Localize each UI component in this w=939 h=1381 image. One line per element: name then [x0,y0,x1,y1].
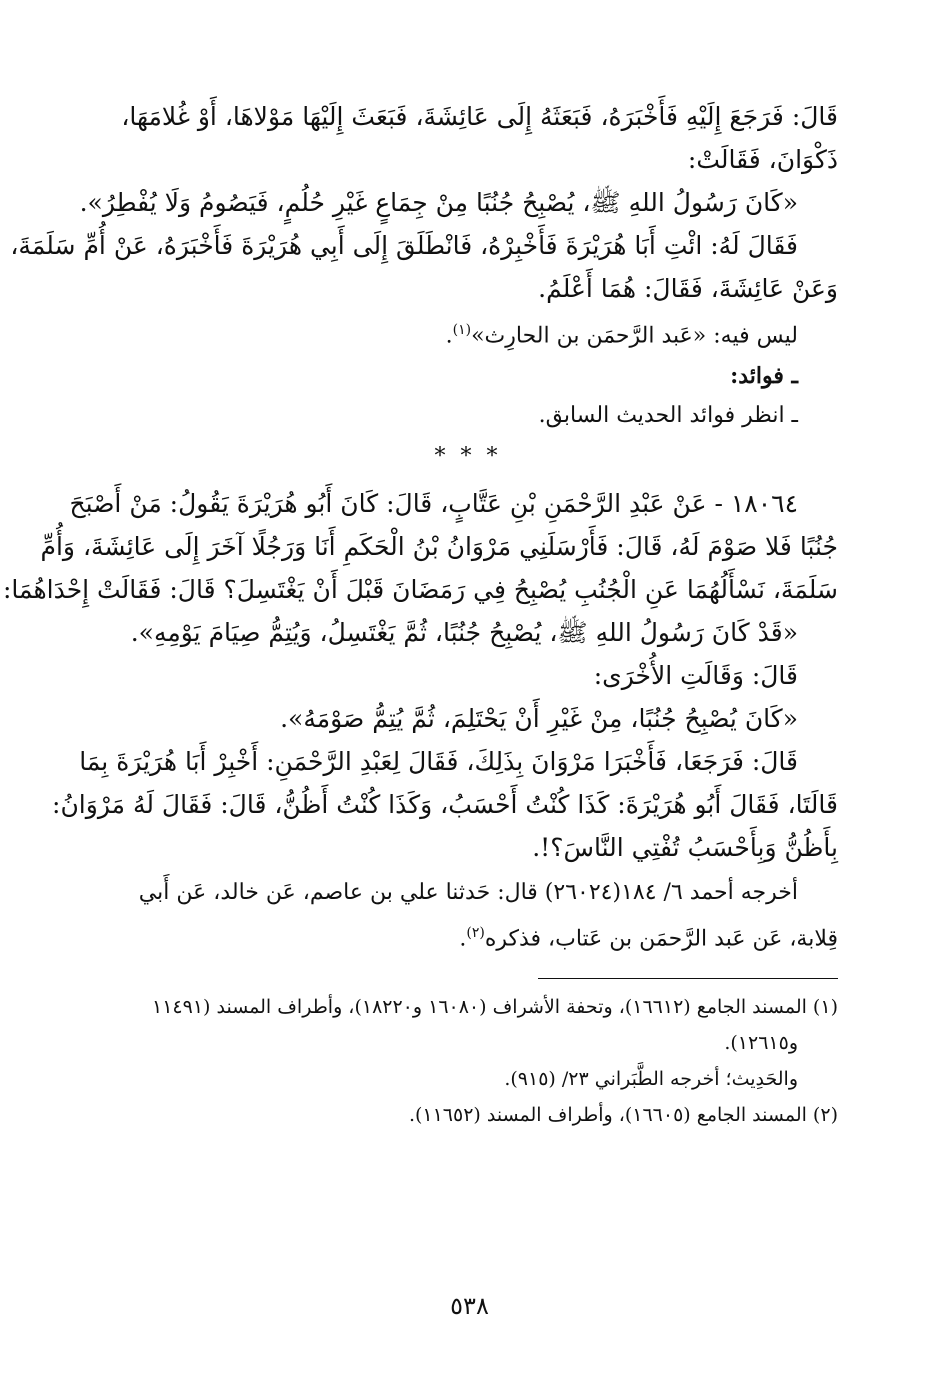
paragraph-line: بِأَظُنُّ وَبِأَحْسَبُ تُفْتِي النَّاسَ؟!. [532,833,838,863]
takhrij-line: أخرجه أحمد ٦/ ١٨٤(٢٦٠٢٤) قال: حَدثنا علي بن عاصم، عَن خالد، عَن أَبي [138,880,798,906]
footnote-1-extra: والحَدِيث؛ أخرجه الطَّبَراني ٢٣/ (٩١٥). [504,1067,798,1090]
paragraph-line: قَالَ: فَرَجَعَا، فَأَخْبَرَا مَرْوَانَ بِذَلِكَ، فَقَالَ لِعَبْدِ الرَّحْمَنِ: أَخْبِرْ أَبَا هُرَيْرَةَ بِمَا [79,747,798,777]
footnote-1-continued: و١٢٦١٥). [724,1031,798,1054]
paragraph-line: قَالَ: فَرَجَعَ إِلَيْهِ فَأَخْبَرَهُ، فَبَعَثَهُ إِلَى عَائِشَةَ، فَبَعَثَ إِلَيْهَا مَوْلاهَا، أَوْ غُلامَهَا، [121,102,838,131]
paragraph-line: قَالَ: وَقَالَتِ الأُخْرَى: [593,661,798,691]
paragraph-line: سَلَمَةَ، نَسْأَلُهُمَا عَنِ الْجُنُبِ يُصْبِحُ فِي رَمَضَانَ قَبْلَ أَنْ يَغْتَسِلَ؟ قَالَ: فَقَالَتْ إِحْدَاهُمَا: [2,575,838,605]
hadith-number: ١٨٠٦٤ - [714,489,798,519]
footnote-ref-2: (٢) [466,925,485,942]
hadith-first-line [69,482,838,525]
paragraph-line: قَالَتَا، فَقَالَ أَبُو هُرَيْرَةَ: كَذَا كُنْتُ أَحْسَبُ، وَكَذَا كُنْتُ أَظُنُّ، قَالَ: فَقَالَ لَهُ مَرْوَانُ: [52,790,838,820]
book-page [2,95,838,1335]
section-separator: * * * [434,444,502,470]
hadith-quote: «قَدْ كَانَ رَسُولُ اللهِ ﷺ، يُصْبِحُ جُنُبًا، ثُمَّ يَغْتَسِلُ، وَيُتِمُّ صِيَامَ يَوْمِهِ». [130,618,798,648]
takhrij-line: قِلابة، عَن عَبد الرَّحمَن بن عَتاب، فذكره$^{(٢)}$. [459,925,838,952]
hadith-quote: «كَانَ يُصْبِحُ جُنُبًا، مِنْ غَيْرِ أَنْ يَحْتَلِمَ، ثُمَّ يُتِمُّ صَوْمَهُ». [280,704,798,734]
laysa-fihi-note: ليس فيه: «عَبد الرَّحمَن بن الحارِث»$^{(١)}$. [445,322,798,349]
fawaid-item: ـ انظر فوائد الحديث السابق. [538,403,798,429]
footnote-ref-1: (١) [452,322,472,338]
fawaid-heading: ـ فوائد: [730,363,798,390]
hadith-text: عَنْ عَبْدِ الرَّحْمَنِ بْنِ عَتَّابٍ، قَالَ: كَانَ أَبُو هُرَيْرَةَ يَقُولُ: مَنْ أَصْبَحَ [69,489,707,519]
paragraph-line: وَعَنْ عَائِشَةَ، فَقَالَ: هُمَا أَعْلَمُ. [538,274,838,303]
paragraph-line: جُنُبًا فَلا صَوْمَ لَهُ، قَالَ: فَأَرْسَلَنِي مَرْوَانُ بْنُ الْحَكَمِ أَنَا وَرَجُلًا آخَرَ إِلَى عَائِشَةَ، وَأُمِّ [40,532,838,562]
takhrij-text: قِلابة، عَن عَبد الرَّحمَن بن عَتاب، فذكره [484,926,838,952]
footnote-2: (٢) المسند الجامع (١٦٦٠٥)، وأطراف المسند (١١٦٥٢). [408,1103,838,1126]
footnote-1: (١) المسند الجامع (١٦٦١٢)، وتحفة الأشراف (١٦٠٨٠ و١٨٢٢٠)، وأطراف المسند (١١٤٩١ [152,995,838,1018]
laysa-fihi-text: ليس فيه: «عَبد الرَّحمَن بن الحارِث» [471,323,798,349]
page-number: ٥٣٨ [450,1292,489,1320]
paragraph-line: ذَكْوَانَ، فَقَالَتْ: [687,145,838,174]
paragraph-line: فَقَالَ لَهُ: ائْتِ أَبَا هُرَيْرَةَ فَأَخْبِرْهُ، فَانْطَلَقَ إِلَى أَبِي هُرَيْرَةَ فَأَخْبَرَهُ، عَنْ أُمِّ سَلَمَةَ، [10,231,798,260]
hadith-quote: «كَانَ رَسُولُ اللهِ ﷺ، يُصْبِحُ جُنُبًا مِنْ جِمَاعٍ غَيْرِ حُلُمٍ، فَيَصُومُ وَلَا يُفْطِرُ». [79,188,798,217]
footnote-divider [538,978,838,979]
